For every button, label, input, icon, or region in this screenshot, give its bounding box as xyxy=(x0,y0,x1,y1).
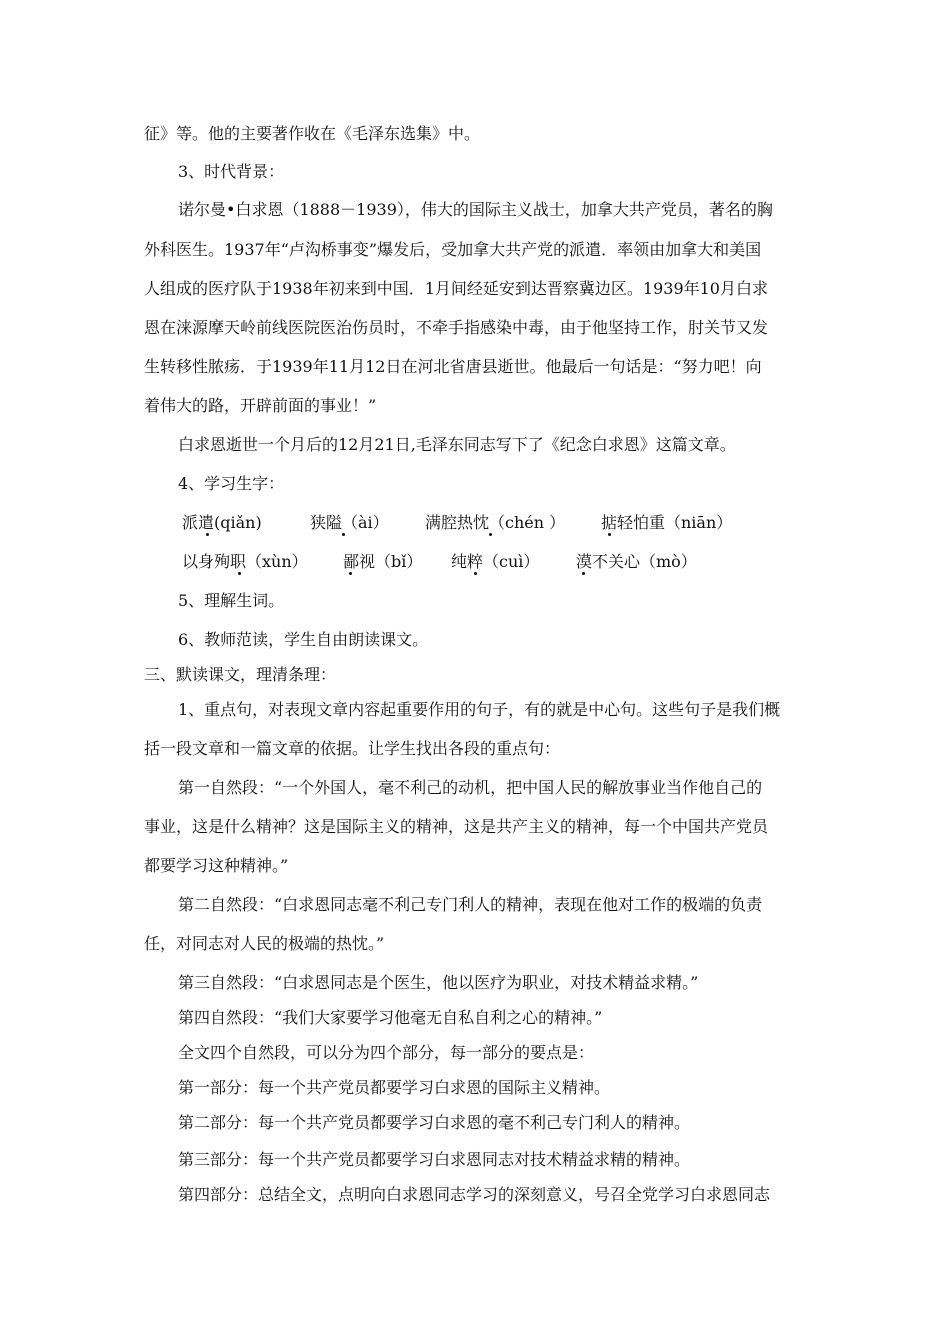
vocab-word: 掂轻怕重（niān） xyxy=(601,513,733,532)
paragraph-line: 第一部分：每一个共产党员都要学习白求恩的国际主义精神。 xyxy=(178,1078,611,1097)
paragraph-line: 第一自然段：“一个外国人，毫不利己的动机，把中国人民的解放事业当作他自己的 xyxy=(178,778,763,797)
emphasis-dot xyxy=(608,533,611,536)
paragraph-line: 任，对同志对人民的极端的热忱。” xyxy=(144,934,385,953)
vocab-word: 派遣(qiǎn) xyxy=(182,513,262,532)
vocab-word: 满腔热忱（chén ） xyxy=(425,513,566,532)
paragraph-line: 外科医生。1937年“卢沟桥事变”爆发后，受加拿大共产党的派遣．率领由加拿大和美国 xyxy=(144,240,762,259)
emphasis-dot xyxy=(238,572,241,575)
emphasis-dot xyxy=(474,572,477,575)
paragraph-line: 第三部分：每一个共产党员都要学习白求恩同志对技术精益求精的精神。 xyxy=(178,1150,691,1169)
emphasis-dot xyxy=(206,533,209,536)
vocab-word: 以身殉职（xùn） xyxy=(182,552,308,571)
paragraph-line: 事业，这是什么精神？这是国际主义的精神，这是共产主义的精神，每一个中国共产党员 xyxy=(144,817,769,836)
paragraph-line: 都要学习这种精神。” xyxy=(144,856,289,875)
paragraph-line: 恩在涞源摩天岭前线医院医治伤员时，不牵手指感染中毒，由于他坚持工作，肘关节又发 xyxy=(144,318,769,337)
vocab-row xyxy=(0,552,950,572)
vocab-word: 纯粹（cuì） xyxy=(451,552,540,571)
section-heading: 4、学习生字： xyxy=(178,474,285,493)
paragraph-line: 第二部分：每一个共产党员都要学习白求恩的毫不利己专门利人的精神。 xyxy=(178,1113,691,1132)
emphasis-dot xyxy=(349,572,352,575)
vocab-word: 狭隘（ài） xyxy=(310,513,389,532)
paragraph-line: 生转移性脓疡．于1939年11月12日在河北省唐县逝世。他最后一句话是：“努力吧！向 xyxy=(144,357,762,376)
paragraph-line: 白求恩逝世一个月后的12月21日,毛泽东同志写下了《纪念白求恩》这篇文章。 xyxy=(178,435,736,454)
paragraph-line: 第四部分：总结全文，点明向白求恩同志学习的深刻意义，号召全党学习白求恩同志 xyxy=(178,1185,771,1204)
section-heading: 3、时代背景： xyxy=(178,162,285,181)
paragraph-line: 1、重点句，对表现文章内容起重要作用的句子，有的就是中心句。这些句子是我们概 xyxy=(178,700,781,719)
emphasis-dot xyxy=(489,533,492,536)
emphasis-dot xyxy=(582,572,585,575)
section-heading: 5、理解生词。 xyxy=(178,591,285,610)
vocab-row xyxy=(0,513,950,533)
paragraph-line: 括一段文章和一篇文章的依据。让学生找出各段的重点句： xyxy=(144,739,561,758)
vocab-word: 鄙视（bǐ） xyxy=(343,552,423,571)
paragraph-line: 着伟大的路，开辟前面的事业！” xyxy=(144,396,377,415)
paragraph-line: 全文四个自然段，可以分为四个部分，每一部分的要点是： xyxy=(178,1043,595,1062)
paragraph-line: 征》等。他的主要著作收在《毛泽东选集》中。 xyxy=(144,124,481,143)
emphasis-dot xyxy=(342,533,345,536)
paragraph-line: 诺尔曼•白求恩（1888－1939），伟大的国际主义战士，加拿大共产党员，著名的胸 xyxy=(178,200,773,219)
paragraph-line: 第四自然段：“我们大家要学习他毫无自私自利之心的精神。” xyxy=(178,1008,603,1027)
section-heading: 三、默读课文，理清条理： xyxy=(144,665,337,684)
paragraph-line: 第三自然段：“白求恩同志是个医生，他以医疗为职业，对技术精益求精。” xyxy=(178,973,699,992)
paragraph-line: 第二自然段：“白求恩同志毫不利己专门利人的精神，表现在他对工作的极端的负责 xyxy=(178,895,763,914)
vocab-word: 漠不关心（mò） xyxy=(576,552,697,571)
paragraph-line: 人组成的医疗队于1938年初来到中国．1月间经延安到达晋察冀边区。1939年10月白求 xyxy=(144,279,768,298)
section-heading: 6、教师范读，学生自由朗读课文。 xyxy=(178,630,429,649)
